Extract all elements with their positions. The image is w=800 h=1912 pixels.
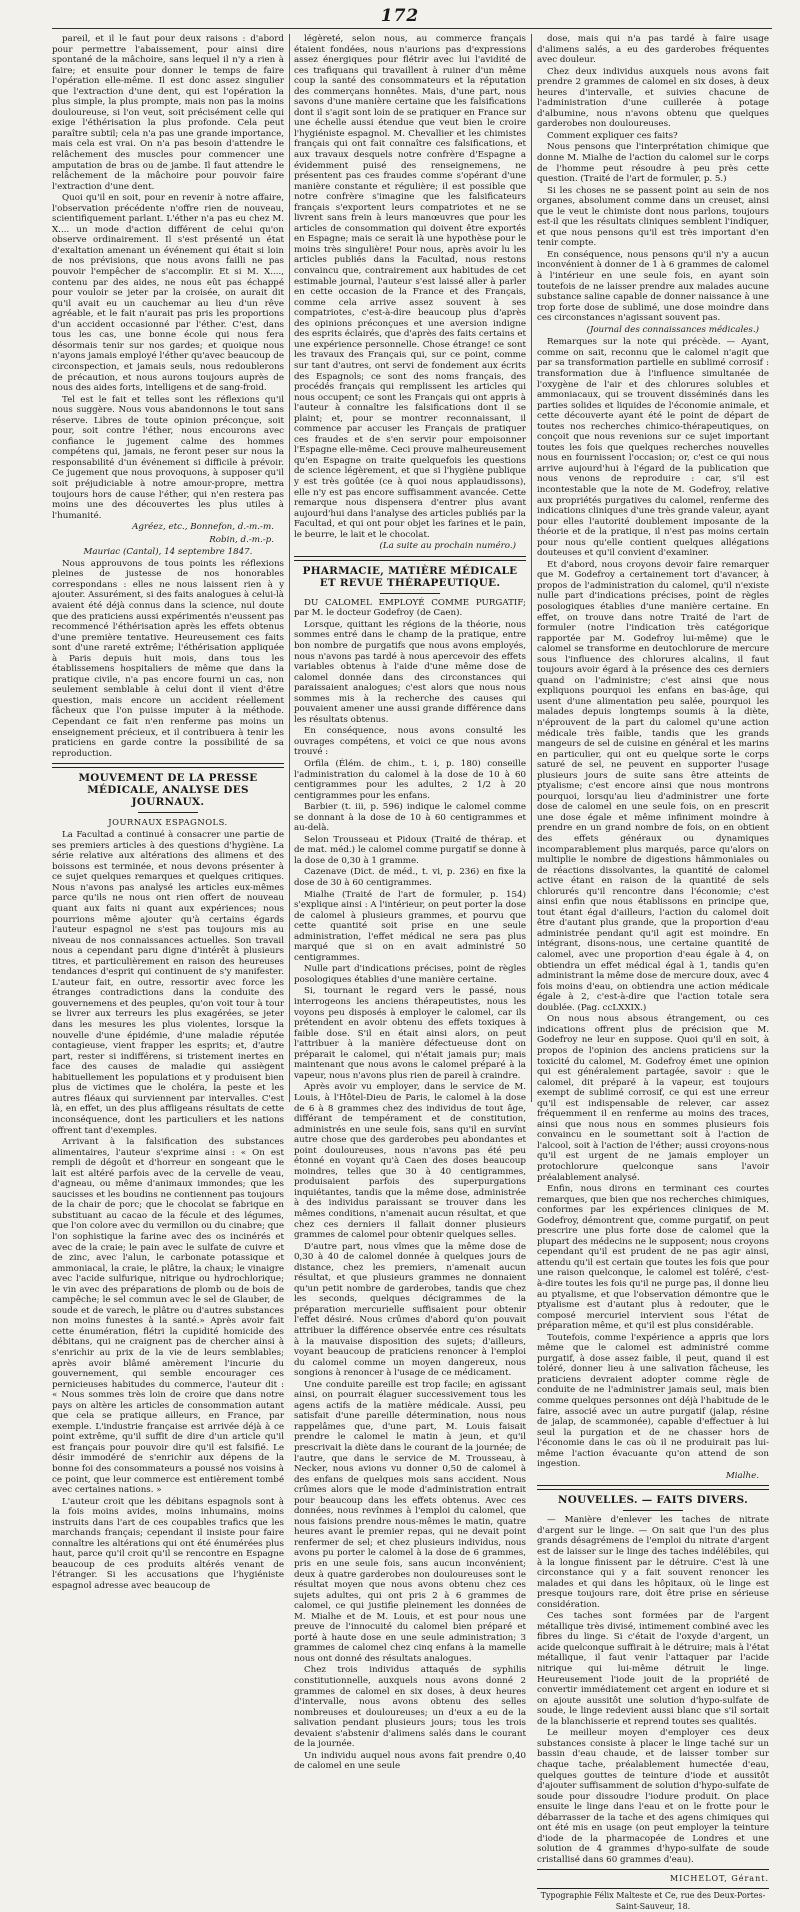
column-right: [537, 34, 769, 1911]
paragraph: Enfin, nous dirons en terminant ces courtes remarques, que bien que nos recherches chimiques, conformes par les expériences cliniques de M. Godefroy, démontrent que, comme purgatif, on peut prescrire une plus forte dose de calomel que la plupart des médecins ne le supposent; nous croyons cependant qu'il est prudent de ne pas agir ainsi, attendu qu'il est certain que toutes les fois que pour une raison quelconque, le calomel est toléré, c'est-à-dire toutes les fois qu'il ne purge pas, il donne lieu au ptyalisme, et que l'observation démontre que le ptyalisme est d'autant plus à redouter, que le composé mercuriel intervient sous l'état de préparation même, et qu'il est plus considérable.: [537, 1184, 769, 1332]
paragraph: Comment expliquer ces faits?: [547, 130, 678, 141]
paragraph: Et d'abord, nous croyons devoir faire remarquer que M. Godefroy a certainement tort d'avancer, à propos de l'administration du calomel, qu'il n'existe nulle part d'indications précises, point de règles posologiques établies d'une manière certaine. En effet, on trouve dans notre Traité de l'art de formuler (notre l'indication très catégorique rapportée par M. Godefroy lui-même) que le calomel se transforme en deutochlorure de mercure sous l'influence des chlorures alcalins, il faut toujours avoir égard à la présence des ces derniers quand on l'administre; c'est ainsi que nous expliquons pourquoi les enfans en bas-âge, qui usent d'une alimentation peu salée, pourquoi les malades depuis longtemps soumis à la diète, n'éprouvent de la part du calomel qu'une action médicale très faible, tandis que les grands mangeurs de sel de cuisine en général et les marins en particulier, qui ont eu quelque sorte le corps saturé de sel, ne peuvent en supporter l'usage plusieurs jours de suite sans être atteints de ptyalisme; c'est encore ainsi que nous montrons pourquoi, lorsqu'au lieu d'administrer une forte dose de calomel en une seule fois, on en prescrit une dose égale et même infiniment moindre à prendre en un grand nombre de fois, on en obtient des effets généraux ou dynamiques incomparablement plus marqués, parce qu'alors on multiplie le nombre de digestions hâmmoniales ou de réactions dissolvantes, la quantité de calomel active étant en raison de la quantité de sels chlorurés qu'il rencontre dans l'économie; c'est ainsi enfin que nous établissons en principe que, tout étant égal d'ailleurs, l'action du calomel doit être d'autant plus grande, que la proportion d'eau administrée pendant qu'il agit est moindre. En intégrant, disons-nous, une certaine quantité de calomel, avec une proportion d'eau égale à 4, on obtiendra un effet médical égal à 1, tandis qu'en administrant la même dose de mercure doux, avec 4 fois moins d'eau, on obtiendra une action médicale égale à 2, c'est-à-dire que l'action totale sera doublée. (Pag. ccLXXIX.): [537, 559, 769, 1013]
signature: Mialhe.: [725, 1470, 759, 1481]
section-rule: [52, 763, 284, 768]
paragraph: Quoi qu'il en soit, pour en revenir à notre affaire, l'observation précédente n'offre rien de nouveau, scientifiquement parlant. L'éther n'a pas eu chez M. X.... un mode d'action différent de celui qu'on observe ordinairement. Il s'est présenté un état d'exaltation amenant un événement qui était si loin de nos prévisions, que nous avons failli ne pas pouvoir l'empêcher de s'accomplir. Et si M. X...., contenu par des aides, ne nous eût pas échappé pour vouloir se jeter par la croisée, on aurait dit qu'il avait eu un cauchemar au lieu d'un rêve agréable, et le fait n'aurait pas pris les proportions d'un accident occasionné par l'éther. C'est, dans tous les cas, une bonne école qui nous fera désormais tenir sur nos gardes; et quoique nous n'ayons jamais employé l'éther qu'avec beaucoup de circonspection, et jamais seuls, nous redoublerons de précaution, et nous aurons toujours auprès de nous des aides forts, intelligens et de sang-froid.: [52, 193, 284, 394]
paragraph: Nous pensons que l'interprétation chimique que donne M. Mialhe de l'action du calomel sur le corps de l'homme peut résoudre à peu près cette question. (Traité de l'art de formuler, p. 5.): [537, 142, 769, 185]
paragraph: Arrivant à la falsification des substances alimentaires, l'auteur s'exprime ainsi : « On est rempli de dégoût et d'horreur en songeant que le lait est altéré parfois avec de la cervelle de veau, d'agneau, ou même d'animaux immondes; que les saucisses et les boudins ne contiennent pas toujours de la chair de porc; que le chocolat se fabrique en substituant au cacao de la fécule et des légumes, que l'on colore avec du vermillon ou du cinabre; que l'on sophistique la farine avec des os incinérés et avec de la craie; le pain avec le sulfate de cuivre et de zinc, avec l'alun, le carbonate potassique et ammoniacal, la craie, le plâtre, la chaux; le vinaigre avec l'acide sulfurique, nitrique ou hydrochlorique; le vin avec des préparations de plomb ou de bois de campêche; le sel commun avec le sel de Glauber, de soude et de varech, le plâtre ou d'autres substances non moins funestes à la santé.» Après avoir fait cette énumération, flétri la cupidité homicide des débitans, qui ne craignent pas de chercher ainsi à s'enrichir au prix de la vie de leurs semblables; après avoir blâmé amèrement l'incurie du gouvernement, qui semble encourager ces pernicieuses habitudes du commerce, l'auteur dit : « Nous sommes très loin de croire que dans notre pays on altère les articles de consommation autant que cela se pratique ailleurs, en France, par exemple. L'industrie française est arrivée déjà à ce point extrême, qu'il suffit de dire d'un article qu'il est français pour pouvoir dire qu'il est falsifié. Le désir immodéré de s'enrichir aux dépens de la bonne foi des consommateurs a poussé nos voisins à ce point, que leur commerce est entièrement tombé avec certaines nations. »: [52, 1137, 284, 1496]
column-separator: [531, 34, 532, 1102]
paragraph: D'autre part, nous vîmes que la même dose de 0,30 à 40 de calomel donnée à quelques jours de distance, chez les premiers, n'amenait aucun résultat, et que plusieurs grammes ne donnaient qu'un petit nombre de garderobes, tandis que chez les seconds, quelques décigrammes de la préparation mercurielle suffisaient pour obtenir l'effet désiré. Nous crûmes d'abord qu'on pouvait attribuer la différence observée entre ces résultats à la mauvaise disposition des sujets; d'ailleurs, voyant beaucoup de praticiens renoncer à l'emploi du calomel comme un moyen dangereux, nous songions à renoncer à l'usage de ce médicament.: [294, 1241, 526, 1379]
paragraph: Chez trois individus attaqués de syphilis constitutionnelle, auxquels nous avons donné 2 grammes de calomel en six doses, à deux heures d'intervalle, nous avons obtenu des selles nombreuses et douloureuses; un d'eux a eu de la salivation pendant plusieurs jours; tous les trois devaient s'abstenir d'alimens salés dans le courant de la journée.: [294, 1665, 526, 1750]
paragraph: Lorsque, quittant les régions de la théorie, nous sommes entré dans le champ de la pratique, entre bon nombre de purgatifs que nous avons employés, nous n'avons pas tardé à nous apercevoir des effets variables obtenus à l'aide d'une même dose de calomel donnée dans des circonstances qui paraissaient analogues; c'est alors que nous nous sommes mis à la recherche des causes qui pouvaient amener une aussi grande différence dans les résultats obtenus.: [294, 619, 526, 725]
source-citation: (Journal des connaissances médicales.): [586, 324, 759, 335]
signature: Agréez, etc., Bonnefon, d.-m.-m.: [132, 522, 274, 533]
paragraph: Nous approuvons de tous points les réflexions pleines de justesse de nos honorables correspondans : elles ne nous laissent rien à y ajouter. Assurément, si des faits analogues à celui-là avaient été déjà connus dans la science, nul doute que des praticiens aussi expérimentés n'eussent pas recommencé l'éthérisation après les effets obtenus d'une première tentative. Heureusement ces faits sont d'une rareté extrême; l'éthérisation appliquée à Paris depuis huit mois, dans tous les établissemens hospitaliers de même que dans la pratique civile, n'a pas encore fourni un cas, non seulement semblable à celui dont il vient d'être question, mais encore un accident réellement fâcheux que l'on puisse imputer à la méthode. Cependant ce fait n'en renferme pas moins un enseignement précieux, et il contribuera à tenir les praticiens en garde contre la possibilité de sa reproduction.: [52, 558, 284, 759]
paragraph: En conséquence, nous avons consulté les ouvrages compétens, et voici ce que nous avons trouvé :: [294, 726, 526, 758]
paragraph: Mialhe (Traité de l'art de formuler, p. 154) s'explique ainsi : A l'intérieur, on peut porter la dose de calomel à plusieurs grammes, et pourvu que cette quantité soit prise en une seule administration, l'effet médical ne sera pas plus marqué que si on en avait administré 50 centigrammes.: [294, 889, 526, 963]
section-rule: [537, 1485, 769, 1490]
paragraph: La Facultad a continué à consacrer une partie de ses premiers articles à des questions d'hygiène. La série relative aux altérations des alimens et des boissons est terminée, et nous devons présenter à ce sujet quelques remarques et quelques critiques. Nous n'avons pas analysé les articles eux-mêmes parce qu'ils ne nous ont rien offert de nouveau quant aux faits ni quant aux expériences; nous pourrions même ajouter qu'à certains égards l'auteur espagnol ne s'est pas toujours mis au niveau de nos connaissances actuelles. Son travail nous a cependant paru digne d'intérêt à plusieurs titres, et particulièrement en raison des heureuses tendances d'esprit qui continuent de s'y manifester. L'auteur fait, en outre, ressortir avec force les étranges contradictions dans la conduite des gouvernemens et des peuples, qu'on voit tour à tour se livrer aux terreurs les plus exagérées, se jeter dans les mesures les plus violentes, lorsque la nouvelle d'une épidémie, d'une maladie réputée contagieuse, vient frapper les esprits; et, d'autre part, rester si indifférens, si tristement inertes en face des causes de maladie qui assiègent habituellement les populations et y produisent bien plus de victimes que le choléra, la peste et les autres fléaux qui surviennent par intervalles. C'est là, en effet, un des plus affligeans résultats de cette inconséquence, dont les particuliers et les nations offrent tant d'exemples.: [52, 830, 284, 1136]
paragraph: Tel est le fait et telles sont les réflexions qu'il nous suggère. Nous vous abandonnons le tout sans réserve. Libres de toute opinion préconçue, soit pour, soit contre l'éther, nous encourons avec confiance le jugement calme des hommes compétens qui, jamais, ne feront peser sur nous la responsabilité d'un événement si difficile à prévoir. Ce jugement que nous provoquons, à supposer qu'il soit préjudiciable à notre amour-propre, mettra toujours hors de cause l'éther, qui n'en restera pas moins une des découvertes les plus utiles à l'humanité.: [52, 394, 284, 521]
paragraph: légèreté, selon nous, au commerce français étaient fondées, nous n'aurions pas d'expressions assez énergiques pour flétrir avec lui l'avidité de ces trafiquans qui travaillent à ruiner d'un même coup la santé des consommateurs et la réputation des commerçans honnêtes. Mais, d'une part, nous savons d'une manière certaine que les falsifications dont il s'agit sont loin de se pratiquer en France sur une échelle aussi étendue que veut bien le croire l'hygiéniste espagnol. M. Chevallier et les chimistes français qui ont fait connaître ces falsifications, et aux travaux desquels notre confrère d'Espagne a évidemment puisé des renseignemens, ne présentent pas ces fraudes comme s'opérant d'une manière constante et régulière; il est possible que notre confrère s'imagine que les falsificateurs français s'exportent leurs compatriotes et ne se livrent sans frein à leurs manœuvres que pour les articles de consommation qui doivent être exportés en Espagne; mais ce serait là une hypothèse pour le moins très singulière! Pour nous, après avoir lu les articles publiés dans la Facultad, nous restons convaincu que, contrairement aux habitudes de cet estimable journal, l'auteur s'est laissé aller à parler en cette occasion de la France et des Français, comme cela arrive assez souvent à ses compatriotes, c'est-à-dire beaucoup plus d'après des opinions préconçues et une aversion indigne des esprits éclairés, que d'après des faits certains et une expérience personnelle. Chose étrange! ce sont les travaux des Français qui, sur ce point, comme sur tant d'autres, ont servi de fondement aux écrits des Espagnols; ce sont des noms français, des procédés français qui remplissent les articles qui nous occupent; ce sont les Français qui ont appris à l'auteur à connaître les falsifications dont il se plaint; et, pour se montrer reconnaissant, il commence par accuser les Français de pratiquer ces fraudes et de s'en servir pour empoisonner l'Espagne elle-même. Ceci prouve malheureusement qu'en Espagne on traite quelquefois les questions de science légèrement, et que si l'hygiène publique y est très goûtée (ce à quoi nous applaudissons), elle n'y est pas encore suffisamment avancée. Cette remarque nous dispensera d'entrer plus avant aujourd'hui dans l'analyse des articles publiés par la Facultad, et qui ont pour objet les farines et le pain, le beurre, le lait et le chocolat.: [294, 34, 526, 540]
signature: Robin, d.-m.-p.: [209, 534, 274, 545]
paragraph: Si, tournant le regard vers le passé, nous interrogeons les anciens thérapeutistes, nous les voyons peu disposés à employer le calomel, car ils prétendent en avoir obtenu des effets toxiques à faible dose. S'il en était ainsi alors, on peut l'attribuer à la manière défectueuse dont on préparait le calomel, qui n'était jamais pur; mais maintenant que nous avons le calomel préparé à la vapeur, nous n'avons plus rien de pareil à craindre.: [294, 986, 526, 1081]
page-number: 172: [380, 6, 420, 26]
footer-rule: [537, 1869, 769, 1870]
paragraph: Remarques sur la note qui précède. — Ayant, comme on sait, reconnu que le calomel n'agit que par sa transformation partielle en sublimé corrosif : transformation due à l'influence simultanée de l'oxygène de l'air et des chlorures solubles et ammoniacaux, qui se trouvent disséminés dans les parties solides et liquides de l'économie animale, et cette découverte ayant été le point de départ de toutes nos recherches chimico-thérapeutiques, on conçoit que nous revenions sur ce sujet important toutes les fois que quelques recherches nouvelles nous en fournissent l'occasion; or, c'est ce qui nous arrive aujourd'hui à l'égard de la publication que nous venons de reproduire : car, s'il est incontestable que la note de M. Godefroy, relative aux propriétés purgatives du calomel, renferme des indications cliniques d'une très grande valeur, ayant pour elles l'autorité doublement imposante de la théorie et de la pratique, il n'est pas moins certain pour nous qu'elle contient quelques allégations douteuses et qu'il convient d'examiner.: [537, 337, 769, 559]
dateline: Mauriac (Cantal), 14 septembre 1847.: [83, 547, 253, 558]
sub-title: JOURNAUX ESPAGNOLS.: [108, 817, 228, 828]
article-title: DU CALOMEL EMPLOYÉ COMME PURGATIF; par M. le docteur Godefroy (de Caen).: [294, 597, 526, 619]
printer-imprint: Typographie Félix Malteste et Ce, rue des Deux-Portes-Saint-Sauveur, 18.: [540, 1890, 766, 1911]
paragraph: En conséquence, nous pensons qu'il n'y a aucun inconvénient à donner de 1 à 6 grammes de calomel à l'intérieur en une seule fois, en ayant soin toutefois de ne laisser prendre aux malades aucune substance saline capable de donner naissance à une trop forte dose de sublimé, une dose moindre dans ces circonstances n'agissant souvent pas.: [537, 249, 769, 324]
section-title: NOUVELLES. — FAITS DIVERS.: [557, 1494, 749, 1507]
paragraph: Si les choses ne se passent point au sein de nos organes, absolument comme dans un creuset, ainsi que le veut le chimiste dont nous parlons, toujours est-il que les résultats cliniques semblent l'indiquer, et que nous pensons qu'il est très important d'en tenir compte.: [537, 185, 769, 249]
paragraph: Une conduite pareille est trop facile; en agissant ainsi, on pourrait élaguer successivement tous les agens actifs de la matière médicale. Aussi, peu satisfait d'une pareille détermination, nous nous rappelâmes que, d'une part, M. Louis faisait prendre le calomel le matin à jeun, et qu'il prescrivait la diète dans le courant de la journée; de l'autre, que dans le service de M. Trousseau, à Necker, nous avions vu donner 0,50 de calomel à des enfans de quelques mois sans accident. Nous crûmes alors que le mode d'administration entrait pour beaucoup dans les effets obtenus. Avec ces données, nous revînmes à l'emploi du calomel, que nous faisions prendre nous-mêmes le matin, quatre heures avant le premier repas, qui ne devait point renfermer de sel; et chez plusieurs individus, nous avons pu porter le calomel à la dose de 6 grammes, pris en une seule fois, sans aucun inconvénient; deux à quatre garderobes non douloureuses sont le résultat moyen que nous avons obtenu chez ces sujets adultes, qui ont pris 2 à 6 grammes de calomel, ce qui justifie pleinement les données de M. Mialhe et de M. Louis, et est pour nous une preuve de l'innocuité du calomel bien préparé et porté à haute dose en une seule administration; 3 grammes de calomel chez cinq enfans à la mamelle nous ont donné des résultats analogues.: [294, 1379, 526, 1664]
paragraph: — Manière d'enlever les taches de nitrate d'argent sur le linge. — On sait que l'un des plus grands désagrémens de l'emploi du nitrate d'argent est de laisser sur le linge des taches indélébiles, qui à la longue finissent par le détruire. C'est là une circonstance qui y a fait souvent renoncer les malades et qui dans les hôpitaux, où le linge est presque toujours rare, doit être prise en sérieuse considération.: [537, 1515, 769, 1610]
section-title: PHARMACIE, MATIÈRE MÉDICALE ET REVUE THÉRAPEUTIQUE.: [302, 564, 518, 589]
paragraph: On nous nous absous étrangement, ou ces indications offrent plus de précision que M. Godefroy ne leur en suppose. Quoi qu'il en soit, à propos de l'opinion des anciens praticiens sur la toxicité du calomel, M. Godefroy émet une opinion qui est généralement partagée, savoir : que le calomel, dit préparé à la vapeur, est toujours exempt de sublimé corrosif, ce qui est une erreur qu'il est indispensable de relever, car assez fréquemment il en renferme au moins des traces, ainsi que nous nous en sommes plusieurs fois convaincu en le soumettant soit à l'action de l'alcool, soit à l'action de l'éther; aussi croyons-nous qu'il est urgent de ne jamais employer un protochlorure quelconque sans l'avoir préalablement analysé.: [537, 1014, 769, 1183]
top-rule: [52, 28, 772, 29]
paragraph: Barbier (t. iii, p. 596) indique le calomel comme se donnant à la dose de 10 à 60 centigrammes et au-delà.: [294, 802, 526, 834]
paragraph: L'auteur croit que les débitans espagnols sont à la fois moins avides, moins inhumains, moins instruits dans l'art de ces coupables trafics que les marchands français; cependant il insiste pour faire connaître les altérations qui ont été énumérées plus haut, parce qu'il croit qu'il se rencontre en Espagne beaucoup de ces produits altérés venant de l'étranger. Si les accusations que l'hygiéniste espagnol adresse avec beaucoup de: [52, 1496, 284, 1592]
paragraph: Ces taches sont formées par de l'argent métallique très divisé, intimement combiné avec les fibres du linge. Si c'était de l'oxyde d'argent, un acide quelconque suffirait à le détruire; mais à l'état métallique, il faut venir l'attaquer par l'acide nitrique qui lui-même détruit le linge. Heureusement l'iode jouit de la propriété de convertir immédiatement cet argent en iodure et si on ajoute aussitôt une solution d'hypo-sulfate de soude, le linge redevient aussi blanc que s'il sortait de la blanchisserie et reprend toutes ses qualités.: [537, 1611, 769, 1727]
paragraph: Un individu auquel nous avons fait prendre 0,40 de calomel en une seule: [294, 1750, 526, 1772]
column-left: [52, 34, 284, 1592]
short-rule: [380, 593, 440, 594]
section-rule: [294, 556, 526, 561]
paragraph: Cazenave (Dict. de méd., t. vi, p. 236) en fixe la dose de 30 à 60 centigrammes.: [294, 867, 526, 889]
footer-rule: [537, 1888, 769, 1889]
paragraph: Orfila (Élém. de chim., t. i, p. 180) conseille l'administration du calomel à la dose de 10 à 60 centigrammes pour les adultes, 2 1/2 à 20 centigrammes pour les enfans.: [294, 759, 526, 801]
paragraph: Après avoir vu employer, dans le service de M. Louis, à l'Hôtel-Dieu de Paris, le calomel à la dose de 6 à 8 grammes chez des individus de tout âge, différant de tempérament et de constitution, administrés en une seule fois, sans qu'il en survînt autre chose que des garderobes peu abondantes et point douloureuses, nous n'avons pas été peu étonné en voyant qu'à Caen des doses beaucoup moindres, telles que 30 à 40 centigrammes, produisaient parfois des superpurgations inquiétantes, tandis que la même dose, administrée à des individus paraissant se trouver dans les mêmes conditions, n'amenait aucun résultat, et que chez ces derniers il fallait donner plusieurs grammes de calomel pour obtenir quelques selles.: [294, 1082, 526, 1241]
paragraph: pareil, et il le faut pour deux raisons : d'abord pour permettre l'abaissement, pour ainsi dire spontané de la mâchoire, sans lequel il n'y a rien à faire; et ensuite pour donner le temps de faire l'opération elle-même. Il est donc assez singulier que l'extraction d'une dent, qui est l'opération la plus simple, la plus prompte, mais non pas la moins douloureuse, si l'on veut, soit précisément celle qui exige l'éthérisation la plus profonde. Cela peut paraître subtil; cela n'a pas une grande importance, mais cela est vrai. On n'a pas besoin d'attendre le relâchement des muscles pour commencer une amputation de bras ou de jambe. Il faut attendre le relâchement de la mâchoire pour pouvoir faire l'extraction d'une dent.: [52, 34, 284, 192]
gerant-name: MICHELOT, Gérant.: [669, 1874, 769, 1884]
section-title: MOUVEMENT DE LA PRESSE MÉDICALE, ANALYSE DES JOURNAUX.: [78, 772, 258, 809]
paragraph: Le meilleur moyen d'employer ces deux substances consiste à placer le linge taché sur un bassin d'eau chaude, et de laisser tomber sur chaque tache, préalablement humectée d'eau, quelques gouttes de teinture d'iode et aussitôt d'ajouter suffisamment de solution d'hypo-sulfate de soude pour dissoudre l'iodure produit. On place ensuite le linge dans l'eau et on le frotte pour le débarrasser de la tache et des agens chimiques qui ont été mis en usage (on peut employer la teinture d'iode de la pharmacopée de Londres et une solution de 4 grammes d'hypo-sulfate de soude cristallisé dans 60 grammes d'eau).: [537, 1728, 769, 1865]
continuation-note: (La suite au prochain numéro.): [379, 541, 516, 552]
column-middle: [294, 34, 526, 1772]
short-rule: [138, 812, 198, 813]
paragraph: dose, mais qui n'a pas tardé à faire usage d'alimens salés, a eu des garderobes fréquentes avec douleur.: [537, 34, 769, 66]
paragraph: Nulle part d'indications précises, point de règles posologiques établies d'une manière certaine.: [294, 964, 526, 985]
paragraph: Selon Trousseau et Pidoux (Traité de thérap. et de mat. méd.) le calomel comme purgatif se donne à la dose de 0,30 à 1 gramme.: [294, 834, 526, 866]
column-separator: [289, 34, 290, 1102]
short-rule: [623, 1510, 683, 1511]
paragraph: Toutefois, comme l'expérience a appris que lors même que le calomel est administré comme purgatif, à dose assez faible, il peut, quand il est toléré, donner lieu à une salivation fâcheuse, les praticiens devraient adopter comme règle de conduite de ne l'administrer jamais seul, mais bien comme quelques personnes ont déjà l'habitude de le faire, associé avec un autre purgatif (jalap, résine de jalap, de scammonée), capable d'effectuer à lui seul la purgation et de ne chasser hors de l'économie dans le cas où il ne produirait pas lui-même l'action évacuante qu'on attend de son ingestion.: [537, 1332, 769, 1470]
paragraph: Chez deux individus auxquels nous avons fait prendre 2 grammes de calomel en six doses, à deux heures d'intervalle, et suivies chacune de l'administration d'une cuillerée à potage d'albumine, nous n'avons obtenu que quelques garderobes non douloureuses.: [537, 66, 769, 130]
